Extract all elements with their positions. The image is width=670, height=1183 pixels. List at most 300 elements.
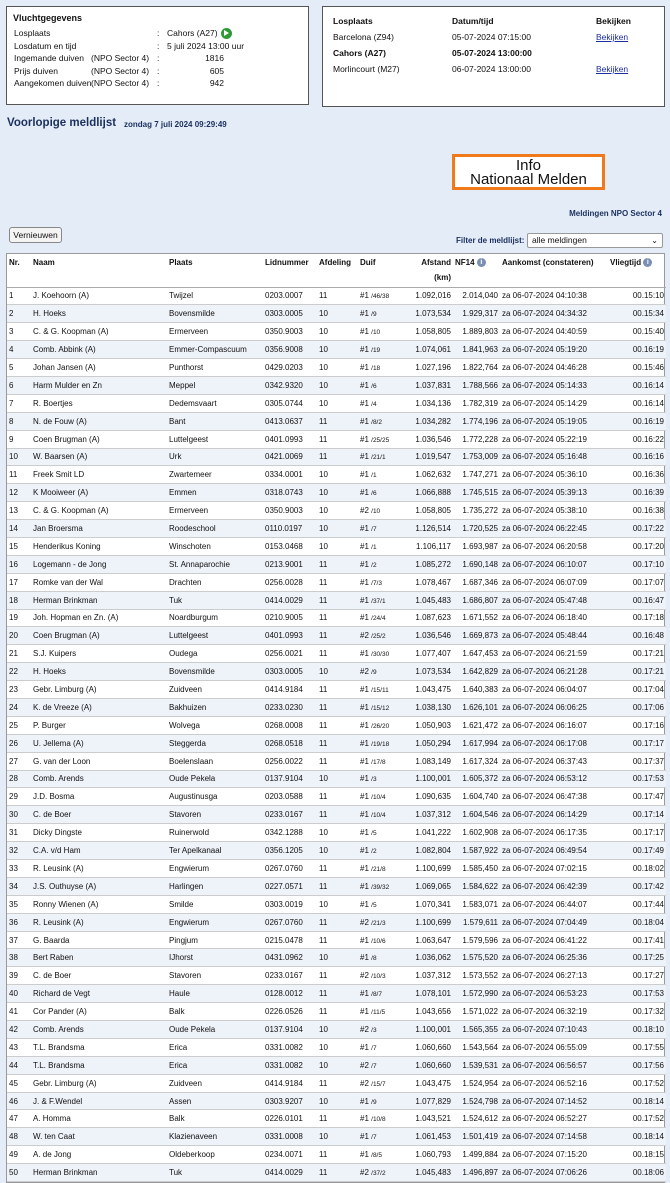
cell-afdeling: 10 xyxy=(317,1038,358,1056)
cell-afstand: 1.043,521 xyxy=(413,1110,453,1128)
duif-count: /10 xyxy=(371,329,381,337)
table-row[interactable] xyxy=(7,448,666,466)
cell-naam: W. Baarsen (A) xyxy=(31,448,167,466)
results-table-container xyxy=(6,253,665,1183)
cell-naam: C. de Boer xyxy=(31,967,167,985)
cell-duif xyxy=(358,1128,413,1146)
table-row[interactable] xyxy=(7,985,666,1003)
table-row[interactable] xyxy=(7,323,666,341)
cell-afstand: 1.063,647 xyxy=(413,931,453,949)
cell-vliegtijd: 00.16:36 xyxy=(608,466,666,484)
table-row[interactable] xyxy=(7,341,666,359)
filter-select-value: alle meldingen xyxy=(532,235,587,245)
cell-nf14: 1.687,346 xyxy=(453,573,500,591)
cell-afdeling: 11 xyxy=(317,860,358,878)
cell-nr: 21 xyxy=(7,645,31,663)
cell-plaats: Pingjum xyxy=(167,931,263,949)
table-row[interactable] xyxy=(7,1021,666,1039)
table-row[interactable] xyxy=(7,877,666,895)
cell-nf14: 1.693,987 xyxy=(453,537,500,555)
cell-aankomst: za 06-07-2024 04:40:59 xyxy=(500,323,608,341)
duif-count: /10/6 xyxy=(371,937,386,945)
cell-afstand: 1.037,312 xyxy=(413,806,453,824)
table-row[interactable] xyxy=(7,663,666,681)
cell-naam: A. Homma xyxy=(31,1110,167,1128)
cell-vliegtijd: 00.17:52 xyxy=(608,1110,666,1128)
cell-nr: 8 xyxy=(7,412,31,430)
duif-number: #1 xyxy=(360,524,369,534)
logo-line-2: Nationaal Melden xyxy=(470,171,587,188)
cell-nr: 44 xyxy=(7,1056,31,1074)
col-nr[interactable]: Nr. xyxy=(7,254,31,287)
cell-plaats: Oldeberkoop xyxy=(167,1146,263,1164)
table-row[interactable] xyxy=(7,734,666,752)
cell-vliegtijd: 00.15:40 xyxy=(608,323,666,341)
duif-count: /21/8 xyxy=(371,865,386,873)
cell-duif xyxy=(358,1003,413,1021)
table-row[interactable] xyxy=(7,1003,666,1021)
cell-duif xyxy=(358,627,413,645)
col-afdeling[interactable]: Afdeling xyxy=(317,254,358,287)
table-row[interactable] xyxy=(7,609,666,627)
cell-afstand: 1.074,061 xyxy=(413,341,453,359)
cell-afstand: 1.050,294 xyxy=(413,734,453,752)
cell-nf14: 1.617,324 xyxy=(453,752,500,770)
table-row[interactable] xyxy=(7,806,666,824)
logo-line-1: Info xyxy=(515,157,542,174)
cell-nf14: 1.745,515 xyxy=(453,484,500,502)
cell-afstand: 1.045,483 xyxy=(413,591,453,609)
cell-nf14: 1.640,383 xyxy=(453,681,500,699)
table-row[interactable] xyxy=(7,698,666,716)
table-row[interactable] xyxy=(7,1128,666,1146)
release-list-header xyxy=(331,15,656,27)
cell-vliegtijd: 00.16:47 xyxy=(608,591,666,609)
table-row[interactable] xyxy=(7,520,666,538)
cell-afdeling: 10 xyxy=(317,484,358,502)
cell-duif xyxy=(358,967,413,985)
cell-plaats: Luttelgeest xyxy=(167,430,263,448)
cell-afdeling: 11 xyxy=(317,609,358,627)
cell-vliegtijd: 00.17:47 xyxy=(608,788,666,806)
cell-naam: P. Burger xyxy=(31,716,167,734)
duif-number: #1 xyxy=(360,345,369,355)
cell-afdeling: 11 xyxy=(317,752,358,770)
cell-naam: Comb. Abbink (A) xyxy=(31,341,167,359)
cell-vliegtijd: 00.17:41 xyxy=(608,931,666,949)
cell-lidnummer: 0318.0743 xyxy=(263,484,317,502)
table-row[interactable] xyxy=(7,931,666,949)
cell-nr: 42 xyxy=(7,1021,31,1039)
cell-nr: 5 xyxy=(7,359,31,377)
cell-afdeling: 10 xyxy=(317,1056,358,1074)
cell-afdeling: 11 xyxy=(317,412,358,430)
cell-aankomst: za 06-07-2024 07:14:52 xyxy=(500,1092,608,1110)
table-row[interactable] xyxy=(7,627,666,645)
cell-nf14: 1.602,908 xyxy=(453,824,500,842)
cell-afstand: 1.083,149 xyxy=(413,752,453,770)
cell-lidnummer: 0256.0028 xyxy=(263,573,317,591)
cell-duif xyxy=(358,716,413,734)
cell-duif xyxy=(358,484,413,502)
filter-select[interactable] xyxy=(527,233,663,248)
green-arrow-icon[interactable] xyxy=(221,28,232,39)
release-place-header: Losplaats xyxy=(333,16,373,26)
cell-nr: 22 xyxy=(7,663,31,681)
table-row[interactable] xyxy=(7,1092,666,1110)
cell-duif xyxy=(358,842,413,860)
duif-number: #1 xyxy=(360,327,369,337)
duif-count: /21/1 xyxy=(371,454,386,462)
cell-nr: 33 xyxy=(7,860,31,878)
cell-naam: Coen Brugman (A) xyxy=(31,627,167,645)
cell-vliegtijd: 00.17:14 xyxy=(608,806,666,824)
flight-arrived-row xyxy=(13,77,302,90)
cell-aankomst: za 06-07-2024 05:22:19 xyxy=(500,430,608,448)
cell-nr: 26 xyxy=(7,734,31,752)
table-row[interactable] xyxy=(7,913,666,931)
cell-nr: 4 xyxy=(7,341,31,359)
cell-afstand: 1.077,407 xyxy=(413,645,453,663)
duif-number: #2 xyxy=(360,1168,369,1178)
cell-lidnummer: 0356.1205 xyxy=(263,842,317,860)
cell-naam: J. & F.Wendel xyxy=(31,1092,167,1110)
table-row[interactable] xyxy=(7,895,666,913)
cell-lidnummer: 0342.1288 xyxy=(263,824,317,842)
basketed-label: Ingemande duiven xyxy=(14,53,84,63)
cell-aankomst: za 06-07-2024 06:21:59 xyxy=(500,645,608,663)
duif-number: #1 xyxy=(360,702,369,712)
cell-duif xyxy=(358,860,413,878)
cell-nf14: 1.572,990 xyxy=(453,985,500,1003)
cell-vliegtijd: 00.17:56 xyxy=(608,1056,666,1074)
table-row[interactable] xyxy=(7,716,666,734)
duif-count: /17/8 xyxy=(371,758,386,766)
info-icon[interactable]: i xyxy=(477,258,486,267)
cell-afdeling: 10 xyxy=(317,520,358,538)
duif-count: /24/4 xyxy=(371,615,386,623)
cell-plaats: Bakhuizen xyxy=(167,698,263,716)
cell-naam: K Mooiweer (A) xyxy=(31,484,167,502)
col-duif[interactable]: Duif xyxy=(358,254,413,287)
cell-aankomst: za 06-07-2024 06:53:12 xyxy=(500,770,608,788)
results-table xyxy=(7,254,666,1182)
cell-duif xyxy=(358,412,413,430)
cell-plaats: Balk xyxy=(167,1110,263,1128)
cell-aankomst: za 06-07-2024 06:52:16 xyxy=(500,1074,608,1092)
cell-naam: S.J. Kuipers xyxy=(31,645,167,663)
table-row[interactable] xyxy=(7,788,666,806)
table-row[interactable] xyxy=(7,824,666,842)
cell-plaats: Engwierum xyxy=(167,913,263,931)
cell-duif xyxy=(358,341,413,359)
cell-duif xyxy=(358,287,413,305)
cell-afdeling: 11 xyxy=(317,734,358,752)
cell-aankomst: za 06-07-2024 05:48:44 xyxy=(500,627,608,645)
col-aankomst[interactable]: Aankomst (constateren) xyxy=(500,254,608,287)
cell-plaats: Oudega xyxy=(167,645,263,663)
table-row[interactable] xyxy=(7,537,666,555)
cell-naam: C.A. v/d Ham xyxy=(31,842,167,860)
info-nationaal-melden-logo xyxy=(452,154,605,190)
cell-lidnummer: 0267.0760 xyxy=(263,860,317,878)
table-row[interactable] xyxy=(7,394,666,412)
cell-afdeling: 10 xyxy=(317,466,358,484)
cell-plaats: Ruinerwold xyxy=(167,824,263,842)
col-naam[interactable]: Naam xyxy=(31,254,167,287)
cell-afdeling: 11 xyxy=(317,788,358,806)
duif-count: /7/3 xyxy=(371,579,382,587)
release-datetime: 06-07-2024 13:00:00 xyxy=(452,64,531,74)
cell-afdeling: 10 xyxy=(317,842,358,860)
duif-number: #1 xyxy=(360,291,369,301)
cell-plaats: Bovensmilde xyxy=(167,663,263,681)
cell-nr: 2 xyxy=(7,305,31,323)
table-row[interactable] xyxy=(7,1056,666,1074)
cell-vliegtijd: 00.18:02 xyxy=(608,860,666,878)
cell-nr: 27 xyxy=(7,752,31,770)
duif-number: #1 xyxy=(360,828,369,838)
cell-lidnummer: 0356.9008 xyxy=(263,341,317,359)
cell-plaats: Zuidveen xyxy=(167,681,263,699)
afstand-unit: (km) xyxy=(434,273,451,282)
cell-nf14: 1.686,807 xyxy=(453,591,500,609)
cell-afdeling: 10 xyxy=(317,1021,358,1039)
col-nf14[interactable] xyxy=(453,254,500,287)
cell-vliegtijd: 00.16:14 xyxy=(608,394,666,412)
cell-plaats: IJhorst xyxy=(167,949,263,967)
cell-naam: Herman Brinkman xyxy=(31,591,167,609)
cell-nr: 28 xyxy=(7,770,31,788)
cell-lidnummer: 0350.9003 xyxy=(263,502,317,520)
release-list-panel xyxy=(322,6,665,107)
cell-nr: 31 xyxy=(7,824,31,842)
table-row[interactable] xyxy=(7,770,666,788)
table-row[interactable] xyxy=(7,412,666,430)
view-link[interactable]: Bekijken xyxy=(596,64,629,74)
table-row[interactable] xyxy=(7,681,666,699)
duif-count: /9 xyxy=(371,311,377,319)
cell-nr: 49 xyxy=(7,1146,31,1164)
cell-nr: 11 xyxy=(7,466,31,484)
cell-afstand: 1.037,831 xyxy=(413,376,453,394)
table-header-row xyxy=(7,254,666,287)
cell-aankomst: za 06-07-2024 05:38:10 xyxy=(500,502,608,520)
cell-nf14: 1.720,525 xyxy=(453,520,500,538)
cell-nr: 47 xyxy=(7,1110,31,1128)
cell-lidnummer: 0401.0993 xyxy=(263,627,317,645)
cell-afstand: 1.082,804 xyxy=(413,842,453,860)
cell-nf14: 1.621,472 xyxy=(453,716,500,734)
cell-duif xyxy=(358,895,413,913)
cell-lidnummer: 0303.9207 xyxy=(263,1092,317,1110)
duif-count: /10/4 xyxy=(371,812,386,820)
cell-duif xyxy=(358,788,413,806)
cell-plaats: Harlingen xyxy=(167,877,263,895)
cell-nr: 14 xyxy=(7,520,31,538)
cell-duif xyxy=(358,877,413,895)
cell-afstand: 1.019,547 xyxy=(413,448,453,466)
cell-afdeling: 11 xyxy=(317,573,358,591)
cell-afdeling: 11 xyxy=(317,716,358,734)
cell-plaats: Haule xyxy=(167,985,263,1003)
table-row[interactable] xyxy=(7,1110,666,1128)
cell-aankomst: za 06-07-2024 07:15:20 xyxy=(500,1146,608,1164)
table-row[interactable] xyxy=(7,555,666,573)
cell-afdeling: 11 xyxy=(317,931,358,949)
cell-naam: Bert Raben xyxy=(31,949,167,967)
cell-nf14: 1.604,546 xyxy=(453,806,500,824)
refresh-button[interactable]: Vernieuwen xyxy=(9,227,62,243)
cell-naam: Dicky Dingste xyxy=(31,824,167,842)
table-row[interactable] xyxy=(7,466,666,484)
cell-nr: 24 xyxy=(7,698,31,716)
cell-nr: 38 xyxy=(7,949,31,967)
release-row xyxy=(331,61,656,77)
cell-afstand: 1.106,117 xyxy=(413,537,453,555)
cell-nr: 17 xyxy=(7,573,31,591)
duif-count: /9 xyxy=(371,1098,377,1106)
cell-nr: 36 xyxy=(7,913,31,931)
cell-nr: 39 xyxy=(7,967,31,985)
col-plaats[interactable]: Plaats xyxy=(167,254,263,287)
table-row[interactable] xyxy=(7,949,666,967)
cell-naam: H. Hoeks xyxy=(31,663,167,681)
cell-afstand: 1.060,793 xyxy=(413,1146,453,1164)
cell-afstand: 1.034,282 xyxy=(413,412,453,430)
cell-duif xyxy=(358,1021,413,1039)
duif-number: #1 xyxy=(360,470,369,480)
duif-count: /26/20 xyxy=(371,722,390,730)
duif-number: #1 xyxy=(360,738,369,748)
table-row[interactable] xyxy=(7,967,666,985)
cell-nr: 43 xyxy=(7,1038,31,1056)
table-row[interactable] xyxy=(7,591,666,609)
release-row xyxy=(331,29,656,45)
cell-afdeling: 10 xyxy=(317,359,358,377)
cell-nr: 6 xyxy=(7,376,31,394)
cell-plaats: Klazienaveen xyxy=(167,1128,263,1146)
duif-count: /6 xyxy=(371,382,377,390)
cell-vliegtijd: 00.17:17 xyxy=(608,734,666,752)
cell-aankomst: za 06-07-2024 07:02:15 xyxy=(500,860,608,878)
cell-lidnummer: 0267.0760 xyxy=(263,913,317,931)
duif-number: #1 xyxy=(360,416,369,426)
duif-count: /8 xyxy=(371,955,377,963)
cell-nf14: 1.605,372 xyxy=(453,770,500,788)
cell-nf14: 1.501,419 xyxy=(453,1128,500,1146)
cell-duif xyxy=(358,573,413,591)
table-row[interactable] xyxy=(7,376,666,394)
col-afstand[interactable] xyxy=(413,254,453,287)
cell-duif xyxy=(358,663,413,681)
duif-number: #1 xyxy=(360,881,369,891)
cell-plaats: Steggerda xyxy=(167,734,263,752)
view-link[interactable]: Bekijken xyxy=(596,32,629,42)
cell-naam: N. de Fouw (A) xyxy=(31,412,167,430)
col-vliegtijd[interactable] xyxy=(608,254,666,287)
duif-count: /46/38 xyxy=(371,293,390,301)
duif-count: /18 xyxy=(371,365,381,372)
duif-count: /4 xyxy=(371,400,377,408)
table-row[interactable] xyxy=(7,1038,666,1056)
cell-naam: R. Leusink (A) xyxy=(31,860,167,878)
cell-lidnummer: 0331.0008 xyxy=(263,1128,317,1146)
table-row[interactable] xyxy=(7,359,666,377)
arrived-sector: (NPO Sector 4) xyxy=(91,78,150,88)
cell-nf14: 1.774,196 xyxy=(453,412,500,430)
col-lidnummer[interactable]: Lidnummer xyxy=(263,254,317,287)
duif-count: /10 xyxy=(371,508,381,516)
cell-naam: Comb. Arends xyxy=(31,770,167,788)
table-row[interactable] xyxy=(7,1146,666,1164)
cell-lidnummer: 0268.0008 xyxy=(263,716,317,734)
cell-lidnummer: 0137.9104 xyxy=(263,1021,317,1039)
cell-duif xyxy=(358,1074,413,1092)
chevron-down-icon: ⌄ xyxy=(651,236,658,245)
cell-duif xyxy=(358,394,413,412)
cell-nr: 9 xyxy=(7,430,31,448)
cell-afdeling: 11 xyxy=(317,806,358,824)
table-row[interactable] xyxy=(7,842,666,860)
cell-nf14: 1.524,612 xyxy=(453,1110,500,1128)
cell-vliegtijd: 00.17:22 xyxy=(608,520,666,538)
cell-nf14: 1.841,963 xyxy=(453,341,500,359)
cell-nr: 1 xyxy=(7,287,31,305)
cell-afdeling: 10 xyxy=(317,305,358,323)
cell-lidnummer: 0413.0637 xyxy=(263,412,317,430)
cell-lidnummer: 0110.0197 xyxy=(263,520,317,538)
table-row[interactable] xyxy=(7,573,666,591)
cell-afstand: 1.066,888 xyxy=(413,484,453,502)
info-icon[interactable]: i xyxy=(643,258,652,267)
cell-afdeling: 11 xyxy=(317,967,358,985)
cell-naam: Henderikus Koning xyxy=(31,537,167,555)
cell-nr: 12 xyxy=(7,484,31,502)
table-row[interactable] xyxy=(7,1074,666,1092)
table-row[interactable] xyxy=(7,484,666,502)
cell-lidnummer: 0226.0526 xyxy=(263,1003,317,1021)
duif-count: /25/25 xyxy=(371,436,390,444)
cell-vliegtijd: 00.17:10 xyxy=(608,555,666,573)
table-row[interactable] xyxy=(7,645,666,663)
cell-afstand: 1.060,660 xyxy=(413,1056,453,1074)
release-datetime-header: Datum/tijd xyxy=(452,16,494,26)
cell-duif xyxy=(358,752,413,770)
cell-vliegtijd: 00.17:21 xyxy=(608,645,666,663)
cell-duif xyxy=(358,806,413,824)
colon: : xyxy=(157,53,160,63)
table-row[interactable] xyxy=(7,752,666,770)
cell-duif xyxy=(358,323,413,341)
cell-naam: T.L. Brandsma xyxy=(31,1056,167,1074)
cell-duif xyxy=(358,305,413,323)
table-row[interactable] xyxy=(7,502,666,520)
duif-number: #2 xyxy=(360,971,369,981)
cell-afdeling: 11 xyxy=(317,681,358,699)
cell-aankomst: za 06-07-2024 07:10:43 xyxy=(500,1021,608,1039)
table-row[interactable] xyxy=(7,430,666,448)
prize-sector: (NPO Sector 4) xyxy=(91,65,150,76)
table-row[interactable] xyxy=(7,287,666,305)
cell-vliegtijd: 00.17:55 xyxy=(608,1038,666,1056)
duif-number: #2 xyxy=(360,631,369,641)
table-row[interactable] xyxy=(7,860,666,878)
table-row[interactable] xyxy=(7,305,666,323)
cell-afdeling: 10 xyxy=(317,770,358,788)
duif-count: /15/11 xyxy=(371,687,389,695)
cell-nr: 19 xyxy=(7,609,31,627)
